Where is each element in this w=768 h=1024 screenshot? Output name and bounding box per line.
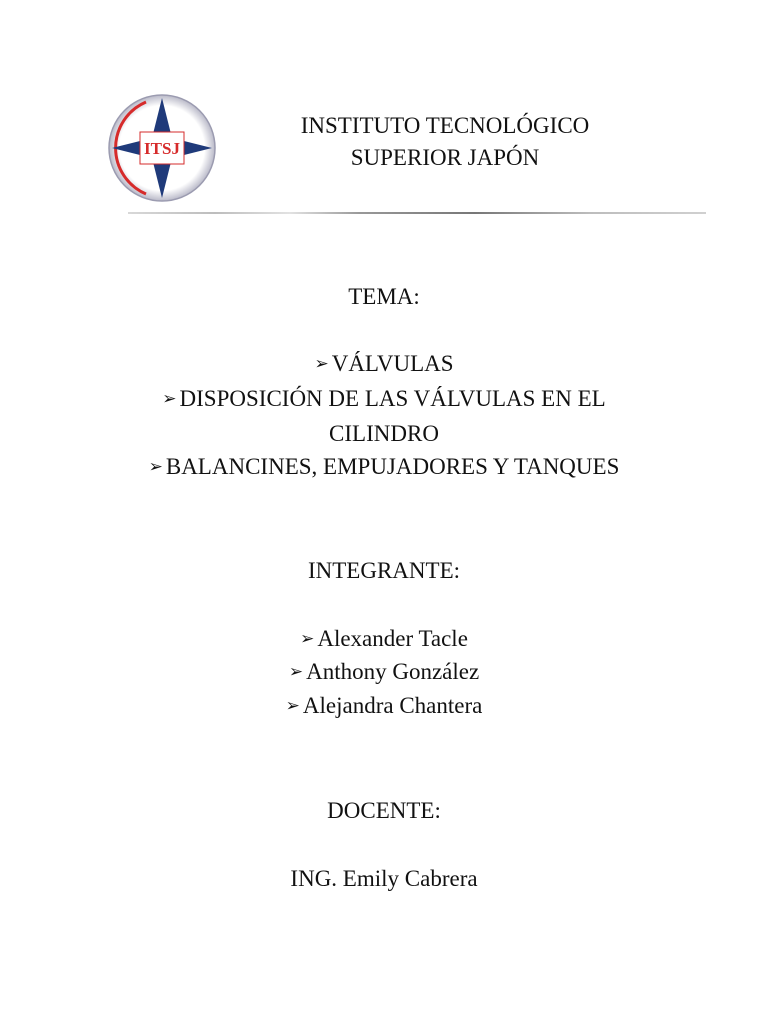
member-item [0,691,768,723]
member-item [0,657,768,689]
topic-item-text: DISPOSICIÓN DE LAS VÁLVULAS EN EL [179,386,606,411]
topic-item [0,349,768,381]
header-divider [128,212,706,214]
teacher-name: ING. Emily Cabrera [290,866,478,891]
member-name: Alejandra Chantera [302,693,483,718]
logo-text: ITSJ [144,139,180,158]
institution-name-line1: INSTITUTO TECNOLÓGICO [300,113,590,138]
itsj-logo-icon [106,92,218,204]
topic-item [0,452,768,484]
topic-heading: TEMA: [348,284,420,309]
arrowhead-bullet-icon: ➢ [300,629,315,649]
topic-item [0,384,768,416]
arrowhead-bullet-icon: ➢ [288,662,304,682]
member-name: Alexander Tacle [317,626,468,651]
topic-item-text: BALANCINES, EMPUJADORES Y TANQUES [165,454,620,479]
members-heading: INTEGRANTE: [307,558,461,583]
arrowhead-bullet-icon: ➢ [148,457,163,477]
arrowhead-bullet-icon: ➢ [314,354,329,374]
arrowhead-bullet-icon: ➢ [285,696,300,716]
institution-logo [106,92,218,204]
member-name: Anthony González [306,659,480,684]
institution-name-line2: SUPERIOR JAPÓN [350,145,540,170]
topic-item-text: VÁLVULAS [331,351,454,376]
member-item [0,624,768,656]
teacher-heading: DOCENTE: [327,798,441,823]
arrowhead-bullet-icon: ➢ [162,389,177,409]
topic-item-continuation: CILINDRO [329,421,439,446]
